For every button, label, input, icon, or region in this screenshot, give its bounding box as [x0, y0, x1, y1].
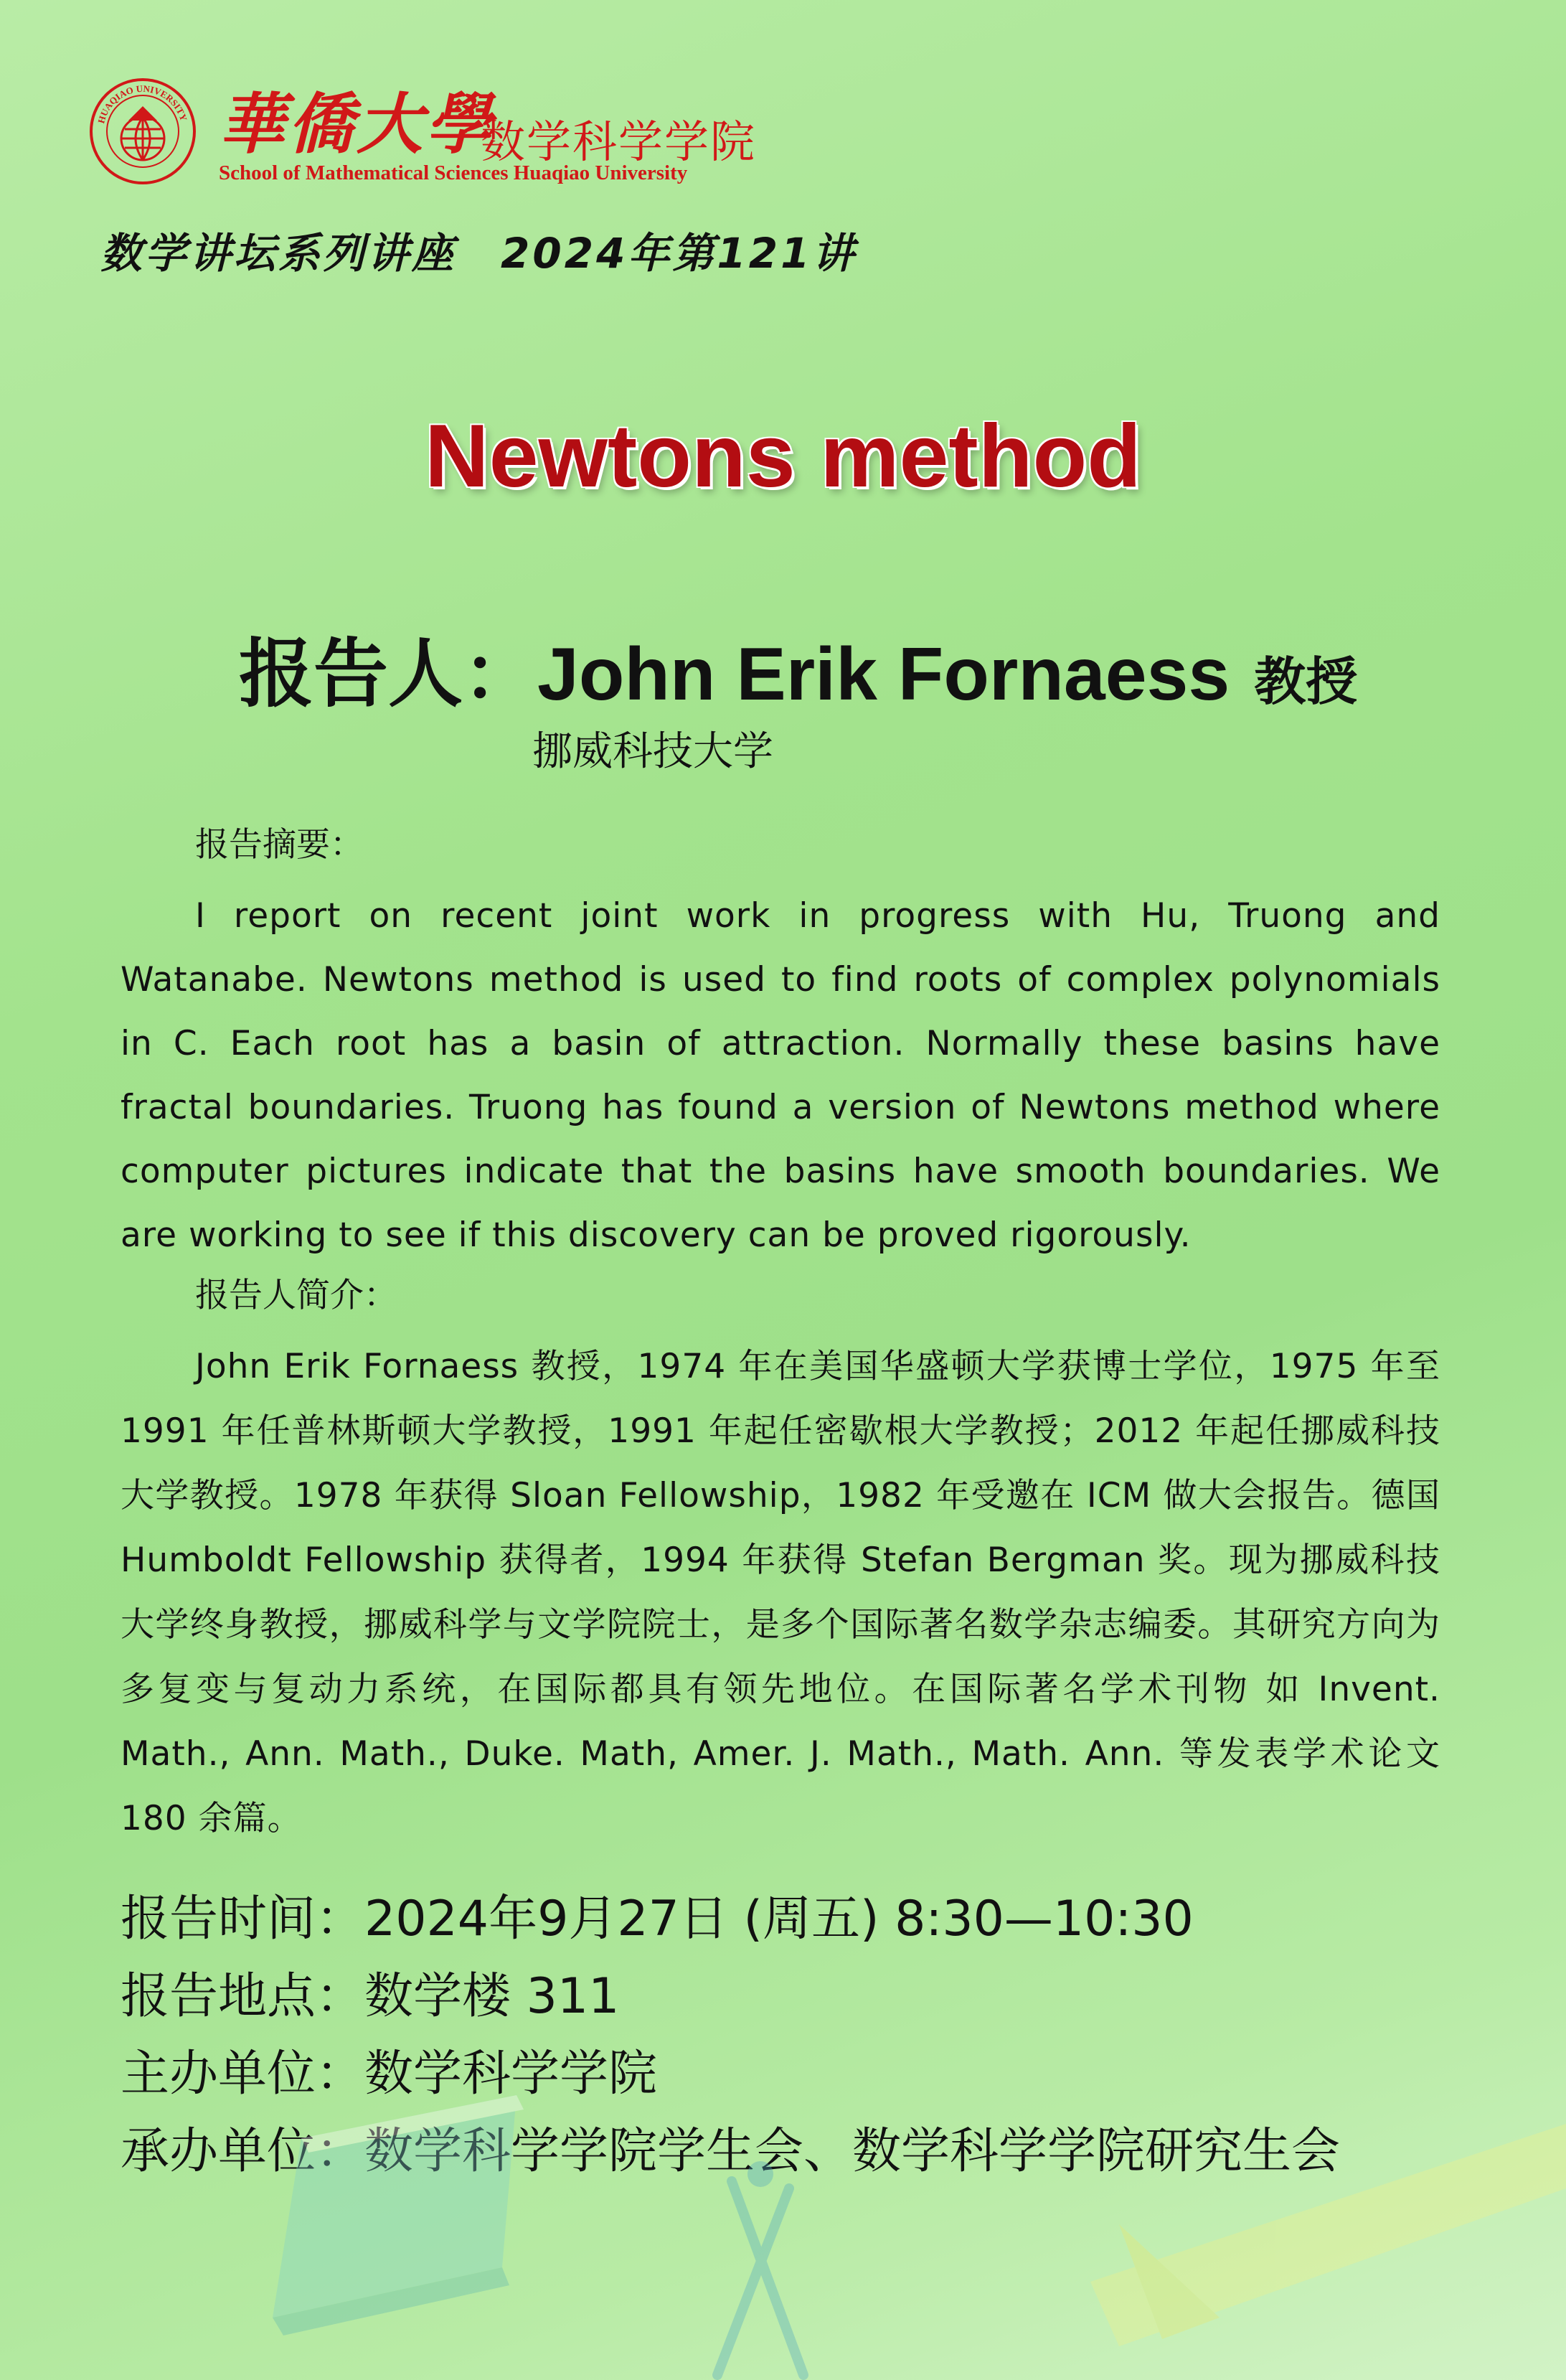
abstract-text-block [121, 884, 1440, 1267]
school-name-en: School of Mathematical Sciences Huaqiao University [219, 161, 688, 184]
lecture-series: 数学讲坛系列讲座 2024年第121讲 [100, 229, 857, 278]
time-line [121, 1880, 1194, 1949]
speaker-line [239, 613, 1357, 721]
time-value: 2024年9月27日 (周五) 8:30—10:30 [364, 1891, 1194, 1947]
speaker-title: 教授 [1254, 652, 1358, 712]
speaker-label: 报告人： [239, 630, 538, 718]
organizer-label: 承办单位： [121, 2123, 365, 2180]
seal-text: HUAQIAO UNIVERSITY [95, 83, 189, 125]
place-line [121, 1957, 619, 2027]
host-value: 数学科学学院 [364, 2046, 658, 2102]
place-value: 数学楼 311 [364, 1968, 620, 2025]
school-name-cn: 数学科学学院 [481, 116, 757, 168]
decorative-stationery-icon [0, 2081, 1566, 2380]
university-name-cn: 華僑大學 [219, 85, 495, 163]
speaker-affiliation: 挪威科技大学 [532, 728, 773, 775]
bio-text-block [121, 1335, 1440, 1851]
organizer-value: 数学科学学院学生会、数学科学学院研究生会 [364, 2123, 1341, 2180]
speaker-name: John Erik Fornaess [537, 633, 1230, 716]
talk-title: Newtons method [425, 407, 1141, 506]
abstract-text: I report on recent joint work in progress with Hu, Truong and Watanabe. Newtons method is used to find roots of complex polynomials in C. Each root has a basin of attraction. Normally these basins have fractal boundaries. Truong has found a version of Newtons method where computer pictures indicate that the basins have smooth boundaries. We are working to see if this discovery can be proved rigorously. [121, 896, 1440, 1255]
time-label: 报告时间： [121, 1891, 365, 1947]
place-label: 报告地点： [121, 1968, 365, 2025]
bio-text: John Erik Fornaess 教授，1974 年在美国华盛顿大学获博士学位，1975 年至 1991 年任普林斯顿大学教授，1991 年起任密歇根大学教授；2012 年起任挪威科技大学教授。1978 年获得 Sloan Fellowship，1982 年受邀在 ICM 做大会报告。德国 Humboldt Fellowship 获得者，1994 年获得 Stefan Bergman 奖。现为挪威科技大学终身教授，挪威科学与文学院院士，是多个国际著名数学杂志编委。其研究方向为多复变与复动力系统，在国际都具有领先地位。在国际著名学术刊物 如 Invent. Math., Ann. Math., Duke. Math, Amer. J. Math., Math. Ann. 等发表学术论文 180 余篇。 [121, 1347, 1440, 1838]
bio-label: 报告人简介： [195, 1276, 397, 1315]
abstract-label: 报告摘要： [195, 825, 364, 865]
host-label: 主办单位： [121, 2046, 365, 2102]
university-seal-icon [89, 77, 197, 185]
